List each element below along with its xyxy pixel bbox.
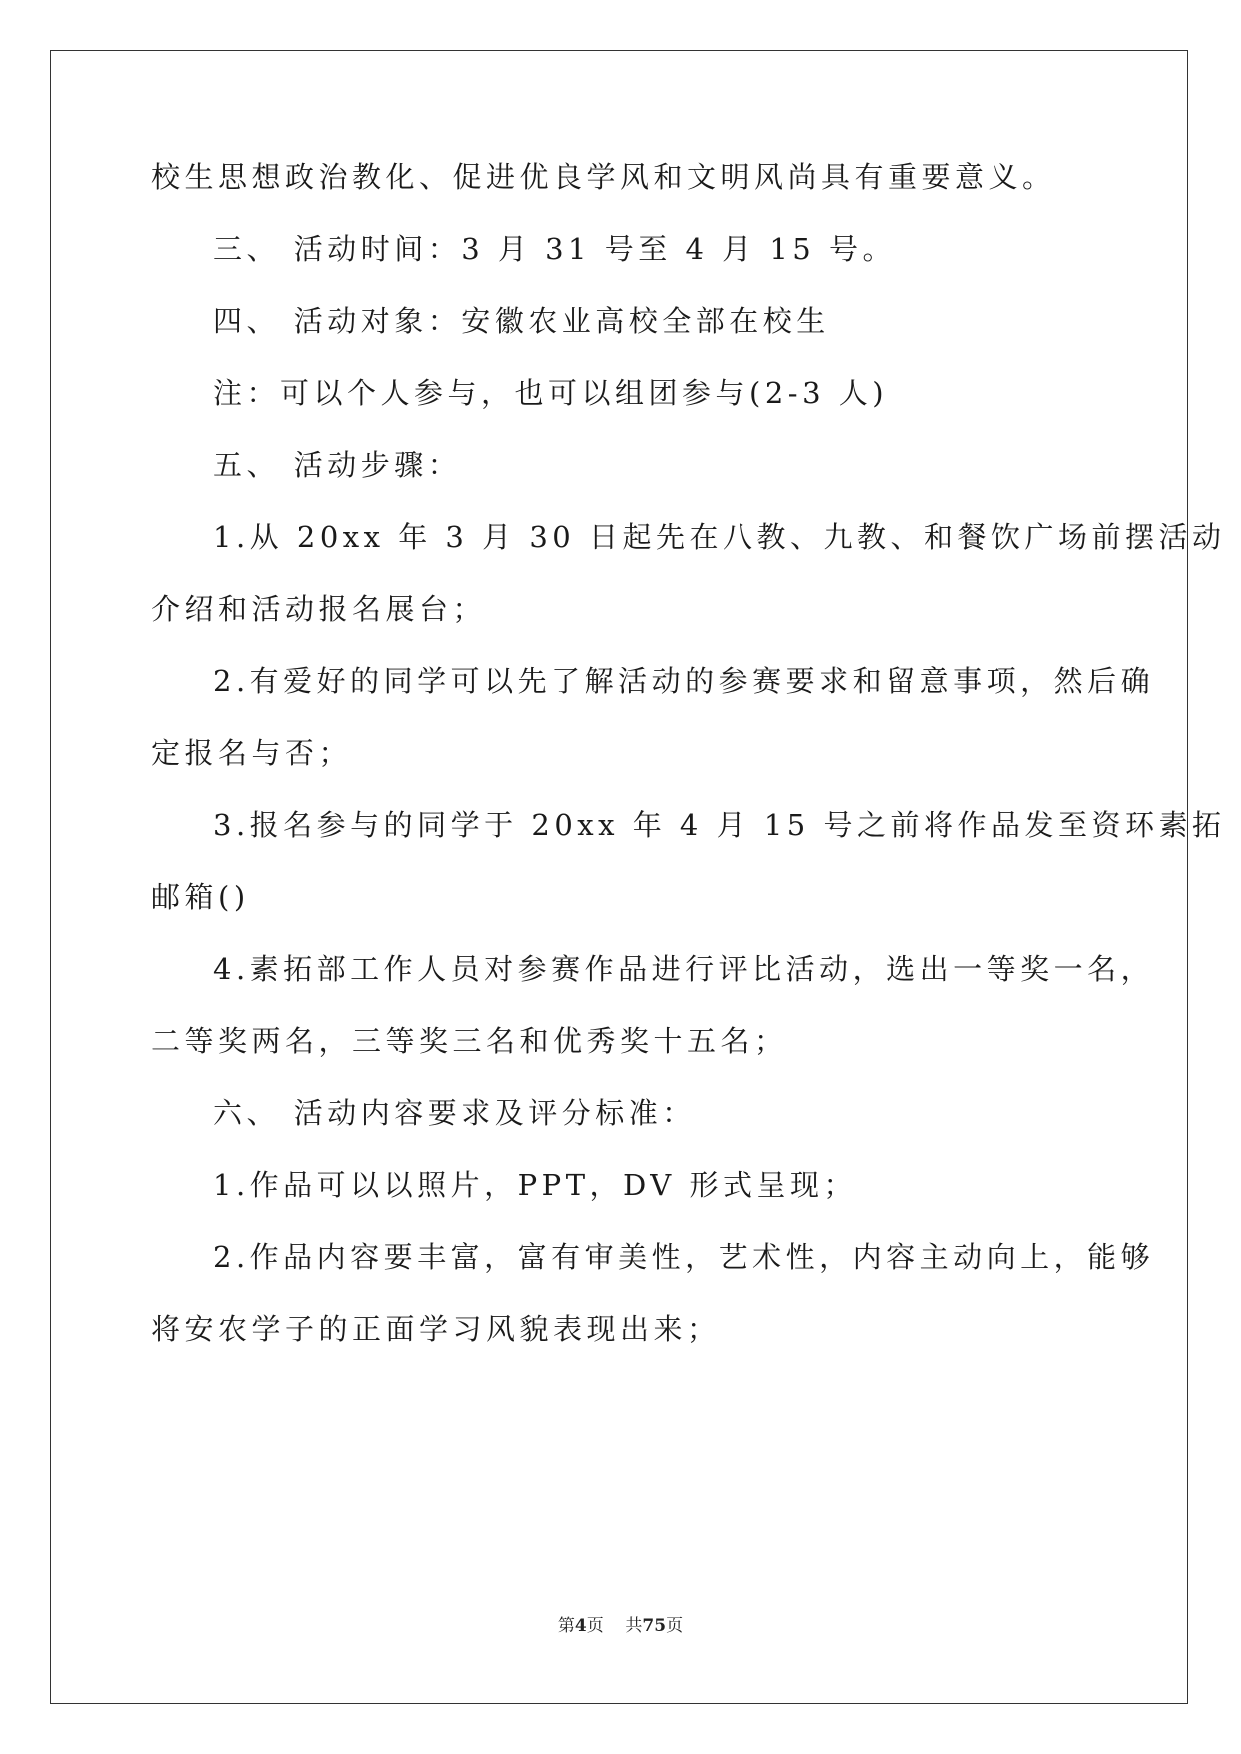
requirement-2-line-2: 将安农学子的正面学习风貌表现出来；	[151, 1312, 721, 1346]
step-4-line-2: 二等奖两名，三等奖三名和优秀奖十五名；	[151, 1024, 788, 1058]
footer-page-number: 4	[574, 1616, 587, 1636]
step-3-line-2: 邮箱()	[151, 880, 250, 914]
step-1-line-1: 1.从 20xx 年 3 月 30 日起先在八教、九教、和餐饮广场前摆活动	[213, 520, 1226, 554]
section-heading-requirements: 六、 活动内容要求及评分标准：	[213, 1096, 696, 1130]
step-4-line-1: 4.素拓部工作人员对参赛作品进行评比活动，选出一等奖一名，	[213, 952, 1155, 986]
requirement-1: 1.作品可以以照片，PPT，DV 形式呈现；	[213, 1168, 857, 1202]
section-heading-target: 四、 活动对象：安徽农业高校全部在校生	[213, 304, 830, 338]
step-1-line-2: 介绍和活动报名展台；	[151, 592, 487, 626]
step-2-line-1: 2.有爱好的同学可以先了解活动的参赛要求和留意事项，然后确	[213, 664, 1155, 698]
footer-page-suffix: 页	[586, 1616, 604, 1636]
requirement-2-line-1: 2.作品内容要丰富，富有审美性，艺术性，内容主动向上，能够	[213, 1240, 1155, 1274]
section-heading-steps: 五、 活动步骤：	[213, 448, 462, 482]
footer-total-prefix: 共	[625, 1616, 643, 1636]
step-2-line-2: 定报名与否；	[151, 736, 353, 770]
step-3-line-1: 3.报名参与的同学于 20xx 年 4 月 15 号之前将作品发至资环素拓	[213, 808, 1226, 842]
footer-total-suffix: 页	[666, 1616, 684, 1636]
page-footer	[0, 1614, 1241, 1638]
section-heading-time: 三、 活动时间：3 月 31 号至 4 月 15 号。	[213, 232, 896, 266]
footer-prefix: 第	[557, 1616, 575, 1636]
note-line: 注：可以个人参与，也可以组团参与(2-3 人)	[213, 376, 889, 410]
footer-total-pages: 75	[642, 1616, 667, 1636]
paragraph-line: 校生思想政治教化、促进优良学风和文明风尚具有重要意义。	[151, 160, 1056, 194]
